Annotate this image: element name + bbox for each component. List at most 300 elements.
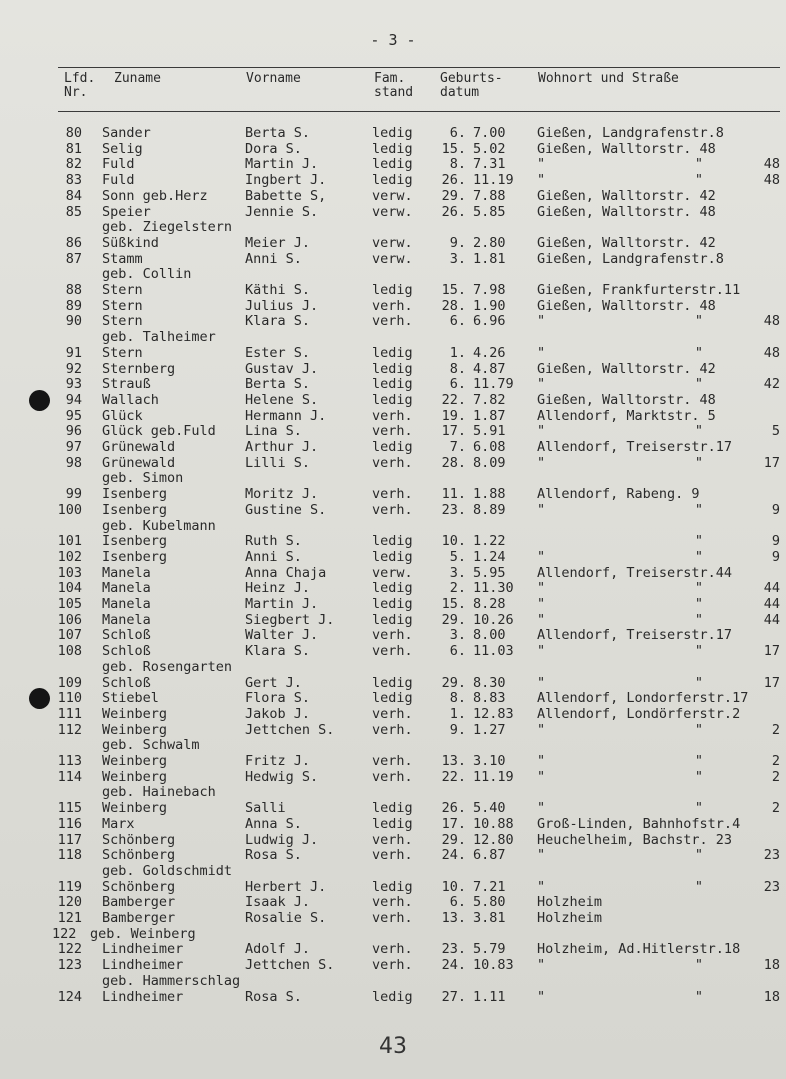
given-name: Lina S.	[245, 423, 302, 440]
house-number: 44	[763, 580, 780, 597]
given-name: Moritz J.	[245, 486, 319, 503]
row-number: 117	[57, 831, 82, 848]
surname: Weinberg	[102, 721, 168, 738]
ditto-mark: "	[694, 454, 704, 471]
given-name: Martin J.	[245, 156, 319, 173]
maiden-name-row	[0, 973, 786, 989]
table-row	[0, 643, 786, 659]
residence: Gießen, Walltorstr. 48	[537, 140, 716, 157]
family-status: ledig	[372, 156, 413, 173]
maiden-name-row	[0, 737, 786, 753]
row-number: 124	[57, 988, 82, 1005]
given-name: Gustine S.	[245, 501, 327, 518]
col-header-nr: Lfd. Nr.	[64, 71, 96, 100]
birth-day: 6.	[449, 643, 466, 660]
residence: "	[537, 344, 546, 361]
family-status: verh.	[372, 501, 413, 518]
surname: Schloß	[102, 627, 151, 644]
house-number: 18	[763, 957, 780, 974]
family-status: ledig	[372, 988, 413, 1005]
house-number: 42	[763, 376, 780, 393]
given-name: Ruth S.	[245, 533, 302, 550]
birth-month-year: 5.85	[473, 203, 506, 220]
maiden-name-row	[0, 219, 786, 235]
ditto-mark: "	[694, 643, 704, 660]
table-row	[0, 486, 786, 502]
birth-day: 11.	[441, 486, 466, 503]
header-bottom-rule	[58, 111, 780, 112]
surname: Schloß	[102, 674, 151, 691]
maiden-name-row	[0, 266, 786, 282]
birth-month-year: 1.22	[473, 533, 506, 550]
given-name: Herbert J.	[245, 878, 327, 895]
surname: Lindheimer	[102, 957, 184, 974]
family-status: verh.	[372, 407, 413, 424]
row-number: 102	[57, 548, 82, 565]
residence: "	[537, 800, 546, 817]
residence: "	[537, 611, 546, 628]
birth-day: 19.	[441, 407, 466, 424]
surname: Speier	[102, 203, 151, 220]
family-status: verh.	[372, 313, 413, 330]
birth-month-year: 7.00	[473, 125, 506, 141]
house-number: 48	[763, 156, 780, 173]
birth-day: 9.	[449, 721, 466, 738]
family-status: verh.	[372, 486, 413, 503]
house-number: 2	[771, 768, 780, 785]
birth-month-year: 1.27	[473, 721, 506, 738]
surname: Lindheimer	[102, 988, 184, 1005]
birth-day: 26.	[441, 203, 466, 220]
surname: Stern	[102, 297, 143, 314]
birth-day: 6.	[449, 125, 466, 141]
family-status: ledig	[372, 596, 413, 612]
page-header-number: - 3 -	[370, 31, 416, 49]
maiden-name: geb. Hammerschlag	[102, 972, 241, 989]
surname: Manela	[102, 611, 151, 628]
row-number: 103	[57, 564, 82, 581]
surname: Weinberg	[102, 705, 168, 722]
row-number: 109	[57, 674, 82, 691]
surname: Isenberg	[102, 533, 168, 550]
given-name: Berta S.	[245, 125, 311, 141]
residence: "	[537, 454, 546, 471]
birth-day: 29.	[441, 611, 466, 628]
row-number: 104	[57, 580, 82, 597]
residence: Allendorf, Treiserstr.17	[537, 439, 733, 455]
surname: Sander	[102, 125, 151, 141]
table-row	[0, 612, 786, 628]
table-row	[0, 941, 786, 957]
row-number: 105	[57, 596, 82, 612]
birth-day: 3.	[449, 250, 466, 267]
surname: Glück geb.Fuld	[102, 423, 216, 440]
table-row	[0, 894, 786, 910]
residence: "	[537, 501, 546, 518]
table-row	[0, 989, 786, 1005]
birth-month-year: 10.26	[473, 611, 514, 628]
residence: Gießen, Landgrafenstr.8	[537, 250, 724, 267]
residence: "	[537, 753, 546, 769]
table-row	[0, 753, 786, 769]
table-row	[0, 156, 786, 172]
birth-month-year: 5.40	[473, 800, 506, 817]
table-row	[0, 235, 786, 251]
maiden-name: geb. Ziegelstern	[102, 219, 233, 236]
family-status: verw.	[372, 187, 413, 204]
family-status: verh.	[372, 721, 413, 738]
ditto-mark: "	[694, 376, 704, 393]
house-number: 18	[763, 988, 780, 1005]
row-number: 85	[65, 203, 82, 220]
given-name: Jettchen S.	[245, 957, 335, 974]
maiden-name: geb. Collin	[102, 266, 192, 283]
given-name: Rosa S.	[245, 988, 302, 1005]
given-name: Jennie S.	[245, 203, 319, 220]
ditto-mark: "	[694, 423, 704, 440]
col-header-fam: Fam. stand	[374, 71, 414, 100]
birth-month-year: 7.31	[473, 156, 506, 173]
given-name: Walter J.	[245, 627, 319, 644]
family-status: verh.	[372, 297, 413, 314]
row-number: 91	[65, 344, 82, 361]
house-number: 9	[771, 533, 780, 550]
birth-day: 28.	[441, 454, 466, 471]
table-row	[0, 172, 786, 188]
birth-day: 24.	[441, 957, 466, 974]
row-number: 120	[57, 894, 82, 911]
given-name: Anni S.	[245, 548, 302, 565]
row-number: 90	[65, 313, 82, 330]
given-name: Hermann J.	[245, 407, 327, 424]
maiden-name-row	[0, 659, 786, 675]
given-name: Gert J.	[245, 674, 302, 691]
birth-month-year: 11.79	[473, 376, 514, 393]
birth-month-year: 1.87	[473, 407, 506, 424]
given-name: Martin J.	[245, 596, 319, 612]
row-number: 83	[65, 172, 82, 189]
row-number: 89	[65, 297, 82, 314]
ditto-mark: "	[694, 313, 704, 330]
birth-month-year: 11.30	[473, 580, 514, 597]
birth-day: 15.	[441, 140, 466, 157]
surname: Weinberg	[102, 800, 168, 817]
house-number: 48	[763, 172, 780, 189]
ditto-mark: "	[694, 548, 704, 565]
surname: Fuld	[102, 156, 135, 173]
family-status: verh.	[372, 910, 413, 926]
house-number: 17	[763, 643, 780, 660]
col-header-birth: Geburts- datum	[440, 71, 503, 100]
maiden-name-row	[0, 329, 786, 345]
birth-month-year: 7.88	[473, 187, 506, 204]
birth-month-year: 1.24	[473, 548, 506, 565]
residence: "	[537, 878, 546, 895]
surname: Lindheimer	[102, 941, 184, 958]
col-header-surname: Zuname	[114, 71, 161, 86]
table-row	[0, 125, 786, 141]
birth-day: 9.	[449, 234, 466, 251]
birth-day: 10.	[441, 878, 466, 895]
family-status: ledig	[372, 800, 413, 817]
birth-day: 29.	[441, 674, 466, 691]
given-name: Klara S.	[245, 643, 311, 660]
given-name: Anni S.	[245, 250, 302, 267]
surname: Manela	[102, 580, 151, 597]
house-number: 9	[771, 548, 780, 565]
birth-day: 1.	[449, 705, 466, 722]
given-name: Gustav J.	[245, 360, 319, 377]
row-number: 84	[65, 187, 82, 204]
residence: Allendorf, Treiserstr.17	[537, 627, 733, 644]
birth-day: 3.	[449, 627, 466, 644]
maiden-name-row	[0, 926, 786, 942]
birth-month-year: 8.00	[473, 627, 506, 644]
surname: Manela	[102, 564, 151, 581]
house-number: 2	[771, 800, 780, 817]
row-number: 93	[65, 376, 82, 393]
birth-month-year: 4.26	[473, 344, 506, 361]
residence: "	[537, 423, 546, 440]
birth-month-year: 8.28	[473, 596, 506, 612]
birth-month-year: 7.98	[473, 282, 506, 298]
ditto-mark: "	[694, 533, 704, 550]
maiden-name: geb. Hainebach	[102, 784, 216, 801]
house-number: 9	[771, 501, 780, 518]
birth-day: 15.	[441, 282, 466, 298]
given-name: Salli	[245, 800, 286, 817]
birth-day: 3.	[449, 564, 466, 581]
table-row	[0, 549, 786, 565]
ditto-mark: "	[694, 674, 704, 691]
row-number: 106	[57, 611, 82, 628]
surname: Sternberg	[102, 360, 176, 377]
row-number: 96	[65, 423, 82, 440]
residence: "	[537, 674, 546, 691]
given-name: Jettchen S.	[245, 721, 335, 738]
header-top-rule	[58, 67, 780, 68]
family-status: verh.	[372, 768, 413, 785]
house-number: 23	[763, 847, 780, 864]
surname: Glück	[102, 407, 143, 424]
family-status: ledig	[372, 548, 413, 565]
birth-month-year: 6.96	[473, 313, 506, 330]
house-number: 17	[763, 674, 780, 691]
family-status: verw.	[372, 203, 413, 220]
family-status: ledig	[372, 533, 413, 550]
maiden-name: geb. Schwalm	[102, 737, 200, 754]
birth-month-year: 1.88	[473, 486, 506, 503]
table-row	[0, 533, 786, 549]
residence: "	[537, 580, 546, 597]
house-number: 2	[771, 721, 780, 738]
surname: Isenberg	[102, 548, 168, 565]
table-row	[0, 313, 786, 329]
table-row	[0, 376, 786, 392]
birth-day: 28.	[441, 297, 466, 314]
birth-month-year: 8.30	[473, 674, 506, 691]
birth-day: 23.	[441, 941, 466, 958]
surname: Selig	[102, 140, 143, 157]
given-name: Arthur J.	[245, 439, 319, 455]
row-number: 100	[57, 501, 82, 518]
footer-number: 43	[379, 1034, 407, 1059]
ditto-mark: "	[694, 768, 704, 785]
residence: "	[537, 721, 546, 738]
residence: Heuchelheim, Bachstr. 23	[537, 831, 733, 848]
table-row	[0, 251, 786, 267]
residence: Gießen, Walltorstr. 48	[537, 391, 716, 408]
surname: Schloß	[102, 643, 151, 660]
row-number: 95	[65, 407, 82, 424]
surname: Sonn geb.Herz	[102, 187, 208, 204]
ditto-mark: "	[694, 847, 704, 864]
table-row	[0, 361, 786, 377]
maiden-name-row	[0, 518, 786, 534]
given-name: Ludwig J.	[245, 831, 319, 848]
residence: "	[537, 156, 546, 173]
residence: Holzheim	[537, 894, 603, 911]
birth-day: 26.	[441, 800, 466, 817]
residence: "	[537, 596, 546, 612]
table-row	[0, 706, 786, 722]
surname: Isenberg	[102, 486, 168, 503]
table-row	[0, 800, 786, 816]
residence: Gießen, Landgrafenstr.8	[537, 125, 724, 141]
residence: "	[537, 957, 546, 974]
ditto-mark: "	[694, 172, 704, 189]
surname: Manela	[102, 596, 151, 612]
house-number: 44	[763, 611, 780, 628]
family-status: verh.	[372, 753, 413, 769]
row-number: 121	[57, 910, 82, 926]
birth-day: 13.	[441, 910, 466, 926]
maiden-name-row	[0, 470, 786, 486]
maiden-name: geb. Rosengarten	[102, 658, 233, 675]
birth-day: 10.	[441, 533, 466, 550]
row-number: 118	[57, 847, 82, 864]
birth-month-year: 5.79	[473, 941, 506, 958]
house-number: 5	[771, 423, 780, 440]
birth-month-year: 5.02	[473, 140, 506, 157]
birth-month-year: 8.09	[473, 454, 506, 471]
surname: Marx	[102, 815, 135, 832]
residence: Holzheim, Ad.Hitlerstr.18	[537, 941, 741, 958]
family-status: ledig	[372, 172, 413, 189]
col-header-given: Vorname	[246, 71, 301, 86]
row-number: 88	[65, 282, 82, 298]
maiden-name: geb. Talheimer	[102, 329, 216, 346]
birth-month-year: 12.83	[473, 705, 514, 722]
given-name: Heinz J.	[245, 580, 311, 597]
birth-month-year: 8.89	[473, 501, 506, 518]
row-number: 87	[65, 250, 82, 267]
given-name: Helene S.	[245, 391, 319, 408]
table-row	[0, 769, 786, 785]
surname: Stern	[102, 282, 143, 298]
row-number: 110	[57, 690, 82, 707]
ditto-mark: "	[694, 753, 704, 769]
birth-month-year: 10.88	[473, 815, 514, 832]
birth-month-year: 8.83	[473, 690, 506, 707]
residence: Allendorf, Rabeng. 9	[537, 486, 700, 503]
table-row	[0, 204, 786, 220]
row-number: 81	[65, 140, 82, 157]
residence: "	[537, 643, 546, 660]
birth-month-year: 6.08	[473, 439, 506, 455]
surname: Isenberg	[102, 501, 168, 518]
birth-month-year: 5.91	[473, 423, 506, 440]
surname: Strauß	[102, 376, 151, 393]
table-row	[0, 439, 786, 455]
birth-month-year: 3.81	[473, 910, 506, 926]
birth-day: 5.	[449, 548, 466, 565]
birth-day: 24.	[441, 847, 466, 864]
surname: Bamberger	[102, 894, 176, 911]
row-number: 122	[52, 925, 77, 942]
birth-month-year: 5.80	[473, 894, 506, 911]
residence: "	[537, 313, 546, 330]
surname: Stern	[102, 313, 143, 330]
row-number: 108	[57, 643, 82, 660]
given-name: Adolf J.	[245, 941, 311, 958]
table-row	[0, 423, 786, 439]
table-row	[0, 847, 786, 863]
maiden-name: geb. Goldschmidt	[102, 862, 233, 879]
surname: Fuld	[102, 172, 135, 189]
birth-day: 26.	[441, 172, 466, 189]
family-status: verh.	[372, 847, 413, 864]
family-status: ledig	[372, 674, 413, 691]
row-number: 115	[57, 800, 82, 817]
surname: Stiebel	[102, 690, 159, 707]
row-number: 101	[57, 533, 82, 550]
table-row	[0, 816, 786, 832]
residence: "	[537, 847, 546, 864]
surname: Bamberger	[102, 910, 176, 926]
family-status: ledig	[372, 690, 413, 707]
given-name: Babette S,	[245, 187, 327, 204]
birth-month-year: 6.87	[473, 847, 506, 864]
family-status: ledig	[372, 344, 413, 361]
birth-day: 29.	[441, 187, 466, 204]
ditto-mark: "	[694, 344, 704, 361]
row-number: 92	[65, 360, 82, 377]
table-row	[0, 596, 786, 612]
given-name: Lilli S.	[245, 454, 311, 471]
house-number: 17	[763, 454, 780, 471]
row-number: 80	[65, 125, 82, 141]
surname: Grünewald	[102, 454, 176, 471]
family-status: ledig	[372, 376, 413, 393]
ditto-mark: "	[694, 580, 704, 597]
given-name: Dora S.	[245, 140, 302, 157]
given-name: Klara S.	[245, 313, 311, 330]
family-status: verw.	[372, 250, 413, 267]
table-row	[0, 392, 786, 408]
table-row	[0, 675, 786, 691]
birth-month-year: 7.82	[473, 391, 506, 408]
ditto-mark: "	[694, 878, 704, 895]
given-name: Flora S.	[245, 690, 311, 707]
family-status: verw.	[372, 564, 413, 581]
birth-month-year: 11.19	[473, 768, 514, 785]
birth-month-year: 3.10	[473, 753, 506, 769]
family-status: ledig	[372, 391, 413, 408]
family-status: ledig	[372, 580, 413, 597]
birth-day: 6.	[449, 313, 466, 330]
maiden-name: geb. Kubelmann	[102, 517, 216, 534]
